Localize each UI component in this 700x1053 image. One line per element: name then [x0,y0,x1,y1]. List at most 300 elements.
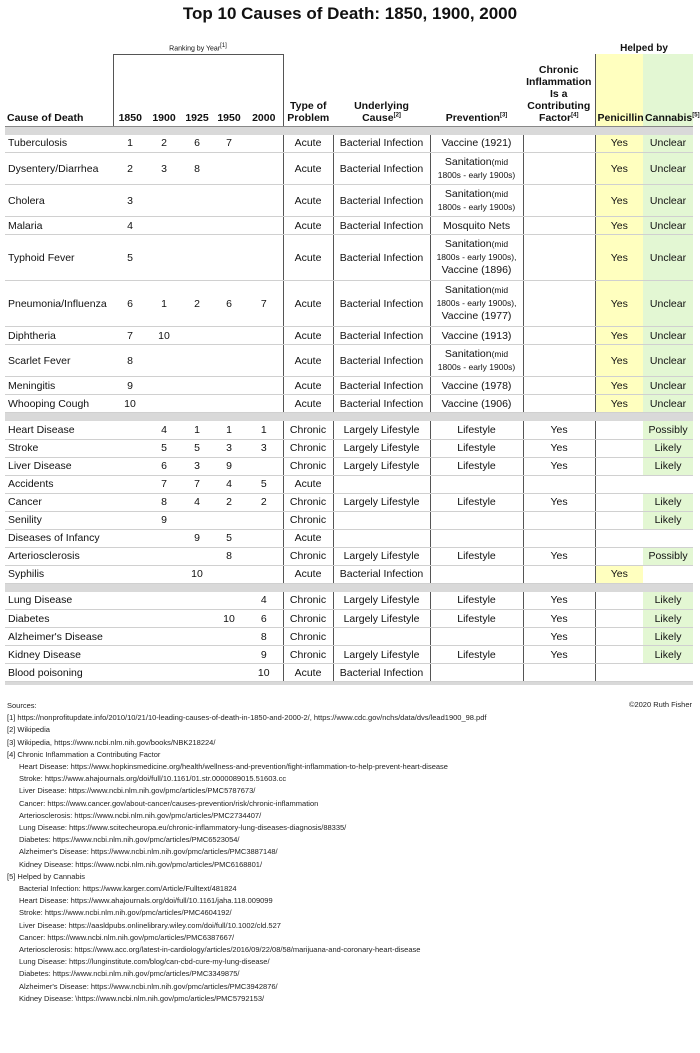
rank-cell [245,217,283,235]
cause-cell: Blood poisoning [5,664,113,682]
rank-cell: 5 [181,439,213,457]
penicillin-cell [595,610,643,628]
source-line: Stroke: https://www.ncbi.nlm.nih.gov/pmc/articles/PMC4604192/ [19,908,232,918]
underlying-cell: Bacterial Infection [333,235,430,281]
type-cell: Acute [283,475,333,493]
inflammation-cell [523,135,595,153]
source-line: Liver Disease: https://aasldpubs.onlinelibrary.wiley.com/doi/full/10.1002/cld.527 [19,920,281,930]
penicillin-cell: Yes [595,565,643,583]
rank-cell [213,395,245,413]
rank-cell [245,511,283,529]
prevention-cell: Lifestyle [430,547,523,565]
rank-cell [181,217,213,235]
table-row [5,547,693,565]
penicillin-cell [595,529,643,547]
rank-cell: 6 [181,135,213,153]
col-header-penicillin: Penicillin [595,54,643,126]
rank-cell: 4 [213,475,245,493]
rank-cell: 4 [147,421,181,439]
type-cell: Acute [283,395,333,413]
cause-cell: Senility [5,511,113,529]
rank-cell: 8 [181,153,213,185]
type-cell: Chronic [283,511,333,529]
underlying-cell: Bacterial Infection [333,664,430,682]
cannabis-cell [643,529,693,547]
rank-cell: 6 [147,457,181,475]
table-row [5,628,693,646]
penicillin-cell [595,511,643,529]
cannabis-cell: Unclear [643,153,693,185]
table-row [5,592,693,610]
rank-cell [147,529,181,547]
type-cell: Chronic [283,646,333,664]
source-line: Heart Disease: https://www.ahajournals.org/doi/full/10.1161/jaha.118.009099 [19,896,273,906]
type-cell: Chronic [283,493,333,511]
underlying-cell [333,475,430,493]
rank-cell: 9 [147,511,181,529]
table-row [5,281,693,327]
rank-cell [113,664,147,682]
rank-cell: 5 [147,439,181,457]
prevention-cell: Lifestyle [430,592,523,610]
inflammation-cell [523,153,595,185]
cannabis-cell: Unclear [643,135,693,153]
inflammation-cell: Yes [523,439,595,457]
rank-cell [245,457,283,475]
rank-cell [245,345,283,377]
underlying-cell: Bacterial Infection [333,377,430,395]
causes-table-body [5,126,693,685]
cause-cell: Tuberculosis [5,135,113,153]
prevention-cell: Lifestyle [430,493,523,511]
cannabis-cell [643,664,693,682]
cause-cell: Cancer [5,493,113,511]
cause-cell: Meningitis [5,377,113,395]
rank-cell: 10 [245,664,283,682]
rank-cell: 3 [113,185,147,217]
rank-cell [113,592,147,610]
rank-cell: 4 [245,592,283,610]
table-row [5,646,693,664]
source-line: Diabetes: https://www.ncbi.nlm.nih.gov/pmc/articles/PMC6523054/ [19,835,240,845]
rank-cell: 3 [213,439,245,457]
cannabis-cell: Possibly [643,421,693,439]
rank-cell [147,646,181,664]
rank-cell: 5 [213,529,245,547]
source-line: Arteriosclerosis: https://www.acc.org/latest-in-cardiology/articles/2016/09/22/08/58/marijuana-and-coronary-heart-disease [19,945,421,955]
cannabis-cell: Likely [643,511,693,529]
cannabis-cell: Unclear [643,345,693,377]
rank-cell [113,547,147,565]
causes-table [5,42,700,685]
rank-cell [147,395,181,413]
inflammation-cell: Yes [523,421,595,439]
table-row [5,475,693,493]
penicillin-cell [595,664,643,682]
type-cell: Acute [283,185,333,217]
cannabis-cell: Unclear [643,395,693,413]
rank-cell [147,664,181,682]
penicillin-cell: Yes [595,135,643,153]
rank-cell: 7 [147,475,181,493]
type-cell: Acute [283,345,333,377]
type-cell: Chronic [283,547,333,565]
type-cell: Acute [283,565,333,583]
inflammation-cell [523,565,595,583]
rank-cell: 2 [113,153,147,185]
rank-cell [113,646,147,664]
prevention-cell: Sanitation(mid 1800s - early 1900s) [430,345,523,377]
rank-cell: 6 [245,610,283,628]
table-row [5,511,693,529]
penicillin-cell: Yes [595,235,643,281]
rank-cell: 6 [213,281,245,327]
cause-cell: Typhoid Fever [5,235,113,281]
rank-cell [213,592,245,610]
type-cell: Chronic [283,457,333,475]
prevention-cell: Lifestyle [430,439,523,457]
rank-cell: 9 [113,377,147,395]
rank-cell: 5 [245,475,283,493]
cause-cell: Diabetes [5,610,113,628]
rank-cell [181,345,213,377]
rank-cell: 1 [113,135,147,153]
ranking-group-header: Ranking by Year[1] [169,43,227,53]
rank-cell: 7 [213,135,245,153]
inflammation-cell [523,511,595,529]
rank-cell [213,565,245,583]
underlying-cell: Largely Lifestyle [333,457,430,475]
cause-cell: Dysentery/Diarrhea [5,153,113,185]
cannabis-cell: Likely [643,592,693,610]
cause-cell: Cholera [5,185,113,217]
rank-cell [113,493,147,511]
source-line: Cancer: https://www.ncbi.nlm.nih.gov/pmc/articles/PMC6387667/ [19,932,235,942]
table-row [5,664,693,682]
rank-cell [147,565,181,583]
cannabis-cell: Possibly [643,547,693,565]
cannabis-cell: Unclear [643,327,693,345]
inflammation-cell [523,185,595,217]
table-row [5,345,693,377]
rank-cell [245,565,283,583]
type-cell: Chronic [283,439,333,457]
rank-cell [213,511,245,529]
rank-cell [245,395,283,413]
cause-cell: Kidney Disease [5,646,113,664]
rank-cell [181,547,213,565]
table-row [5,529,693,547]
source-line: [2] Wikipedia [7,725,50,735]
rank-cell [147,235,181,281]
rank-cell [147,547,181,565]
rank-cell [113,529,147,547]
source-line: Liver Disease: https://www.ncbi.nlm.nih.gov/pmc/articles/PMC5787673/ [19,786,256,796]
prevention-cell: Vaccine (1978) [430,377,523,395]
cause-cell: Whooping Cough [5,395,113,413]
type-cell: Acute [283,529,333,547]
rank-cell: 7 [113,327,147,345]
col-header-prevention: Prevention[3] [430,54,523,126]
rank-cell: 3 [181,457,213,475]
rank-cell [213,664,245,682]
table-row [5,421,693,439]
source-line: Alzheimer's Disease: https://www.ncbi.nlm.nih.gov/pmc/articles/PMC3887148/ [19,847,278,857]
rank-cell [181,646,213,664]
cause-cell: Liver Disease [5,457,113,475]
col-header-1850: 1850 [113,54,147,126]
prevention-cell [430,511,523,529]
helped-by-header: Helped by [620,42,668,54]
rank-cell [213,345,245,377]
copyright: ©2020 Ruth Fisher [628,700,692,709]
inflammation-cell [523,529,595,547]
rank-cell: 10 [113,395,147,413]
inflammation-cell [523,217,595,235]
cannabis-cell: Unclear [643,185,693,217]
source-line: Arteriosclerosis: https://www.ncbi.nlm.nih.gov/pmc/articles/PMC2734407/ [19,810,262,820]
rank-cell [213,235,245,281]
cannabis-cell: Unclear [643,235,693,281]
cause-cell: Heart Disease [5,421,113,439]
rank-cell [213,628,245,646]
penicillin-cell [595,646,643,664]
rank-cell [147,217,181,235]
rank-cell [245,377,283,395]
cause-cell: Syphilis [5,565,113,583]
rank-cell [147,185,181,217]
prevention-cell: Sanitation(mid 1800s - early 1900s) [430,153,523,185]
prevention-cell: Sanitation(mid 1800s - early 1900s), Vaccine (1896) [430,235,523,281]
penicillin-cell [595,475,643,493]
type-cell: Acute [283,281,333,327]
inflammation-cell [523,327,595,345]
source-line: [3] Wikipedia, https://www.ncbi.nlm.nih.gov/books/NBK218224/ [7,737,216,747]
col-header-type: Type of Problem [283,54,333,126]
underlying-cell: Bacterial Infection [333,153,430,185]
rank-cell [245,135,283,153]
source-line: Stroke: https://www.ahajournals.org/doi/full/10.1161/01.str.0000089015.51603.cc [19,774,287,784]
inflammation-cell [523,345,595,377]
prevention-cell [430,628,523,646]
table-row [5,153,693,185]
rank-cell [181,235,213,281]
prevention-cell: Lifestyle [430,421,523,439]
table-row [5,610,693,628]
prevention-cell [430,664,523,682]
cannabis-cell: Likely [643,457,693,475]
rank-cell: 10 [213,610,245,628]
rank-cell: 1 [147,281,181,327]
prevention-cell: Vaccine (1921) [430,135,523,153]
rank-cell [147,345,181,377]
rank-cell: 4 [113,217,147,235]
underlying-cell: Largely Lifestyle [333,646,430,664]
cause-cell: Diseases of Infancy [5,529,113,547]
source-line: [1] https://nonprofitupdate.info/2010/10/21/10-leading-causes-of-death-in-1850-and-2000-2/, https://www.cdc.gov/nchs/data/dvs/lead1900_98.pdf [7,713,487,723]
rank-cell: 8 [245,628,283,646]
type-cell: Acute [283,217,333,235]
prevention-cell: Vaccine (1913) [430,327,523,345]
rank-cell [181,664,213,682]
type-cell: Chronic [283,628,333,646]
rank-cell [245,235,283,281]
underlying-cell: Largely Lifestyle [333,592,430,610]
inflammation-cell [523,281,595,327]
rank-cell: 10 [147,327,181,345]
inflammation-cell: Yes [523,547,595,565]
rank-cell [147,628,181,646]
penicillin-cell: Yes [595,345,643,377]
rank-cell [147,592,181,610]
underlying-cell: Bacterial Infection [333,395,430,413]
cannabis-cell [643,475,693,493]
table-row [5,493,693,511]
source-line: Diabetes: https://www.ncbi.nlm.nih.gov/pmc/articles/PMC3349875/ [19,969,240,979]
cannabis-cell [643,565,693,583]
rank-cell: 6 [113,281,147,327]
prevention-cell: Mosquito Nets [430,217,523,235]
underlying-cell: Largely Lifestyle [333,493,430,511]
underlying-cell: Bacterial Infection [333,281,430,327]
penicillin-cell [595,421,643,439]
rank-cell: 9 [213,457,245,475]
rank-cell: 9 [181,529,213,547]
inflammation-cell [523,475,595,493]
rank-cell: 2 [245,493,283,511]
rank-cell: 8 [213,547,245,565]
cause-cell: Scarlet Fever [5,345,113,377]
cannabis-cell: Likely [643,493,693,511]
underlying-cell: Bacterial Infection [333,135,430,153]
cannabis-cell: Likely [643,628,693,646]
penicillin-cell [595,439,643,457]
inflammation-cell [523,377,595,395]
rank-cell [113,421,147,439]
cause-cell: Accidents [5,475,113,493]
page-title: Top 10 Causes of Death: 1850, 1900, 2000 [182,4,518,23]
cannabis-cell: Likely [643,646,693,664]
cause-cell: Malaria [5,217,113,235]
underlying-cell [333,529,430,547]
inflammation-cell: Yes [523,628,595,646]
penicillin-cell [595,628,643,646]
rank-cell: 1 [181,421,213,439]
cause-cell: Lung Disease [5,592,113,610]
prevention-cell [430,475,523,493]
rank-cell: 1 [245,421,283,439]
rank-cell: 9 [245,646,283,664]
type-cell: Chronic [283,610,333,628]
cannabis-cell: Unclear [643,217,693,235]
underlying-cell: Largely Lifestyle [333,547,430,565]
col-header-1900: 1900 [147,54,181,126]
rank-cell [213,327,245,345]
underlying-cell [333,628,430,646]
rank-cell [113,511,147,529]
inflammation-cell: Yes [523,457,595,475]
prevention-cell: Sanitation(mid 1800s - early 1900s), Vaccine (1977) [430,281,523,327]
penicillin-cell [595,547,643,565]
rank-cell: 3 [245,439,283,457]
source-line: Lung Disease: https://lunginstitute.com/blog/can-cbd-cure-my-lung-disease/ [19,957,270,967]
source-line: Lung Disease: https://www.scitecheuropa.eu/chronic-inflammatory-lung-diseases-diagnosis/88335/ [19,823,347,833]
table-row [5,327,693,345]
inflammation-cell: Yes [523,646,595,664]
rank-cell [245,529,283,547]
cannabis-cell: Likely [643,610,693,628]
underlying-cell [333,511,430,529]
underlying-cell: Largely Lifestyle [333,610,430,628]
table-row [5,135,693,153]
table-row [5,565,693,583]
cannabis-cell: Unclear [643,281,693,327]
rank-cell [245,153,283,185]
rank-cell: 3 [147,153,181,185]
cause-cell: Arteriosclerosis [5,547,113,565]
type-cell: Acute [283,377,333,395]
col-header-cause: Cause of Death [5,54,113,126]
rank-cell [245,547,283,565]
type-cell: Acute [283,235,333,281]
type-cell: Chronic [283,421,333,439]
table-row [5,185,693,217]
col-header-1950: 1950 [213,54,245,126]
rank-cell [181,610,213,628]
rank-cell [147,610,181,628]
underlying-cell: Bacterial Infection [333,565,430,583]
cause-cell: Diphtheria [5,327,113,345]
type-cell: Acute [283,327,333,345]
prevention-cell: Lifestyle [430,457,523,475]
rank-cell [113,610,147,628]
rank-cell: 5 [113,235,147,281]
inflammation-cell: Yes [523,592,595,610]
rank-cell [181,395,213,413]
group-separator [5,583,693,592]
type-cell: Acute [283,135,333,153]
rank-cell [213,217,245,235]
cause-cell: Stroke [5,439,113,457]
group-separator [5,413,693,422]
rank-cell [181,377,213,395]
prevention-cell: Lifestyle [430,610,523,628]
penicillin-cell: Yes [595,153,643,185]
source-line: Kidney Disease: https://www.ncbi.nlm.nih.gov/pmc/articles/PMC6168801/ [19,859,263,869]
inflammation-cell [523,664,595,682]
rank-cell [113,628,147,646]
underlying-cell: Bacterial Infection [333,185,430,217]
col-header-inflammation: Chronic Inflammation Is a Contributing Factor[4] [523,54,595,126]
sources-section [7,700,697,1005]
table-row [5,217,693,235]
cannabis-cell: Likely [643,439,693,457]
underlying-cell: Bacterial Infection [333,345,430,377]
rank-cell: 8 [113,345,147,377]
rank-cell: 1 [213,421,245,439]
penicillin-cell: Yes [595,377,643,395]
type-cell: Acute [283,153,333,185]
rank-cell [113,457,147,475]
prevention-cell: Sanitation(mid 1800s - early 1900s) [430,185,523,217]
source-line: Alzheimer's Disease: https://www.ncbi.nlm.nih.gov/pmc/articles/PMC3942876/ [19,981,278,991]
rank-cell [213,377,245,395]
group-separator [5,682,693,686]
rank-cell [213,185,245,217]
rank-cell: 7 [181,475,213,493]
col-header-cannabis: Cannabis[5] [643,54,693,126]
type-cell: Acute [283,664,333,682]
